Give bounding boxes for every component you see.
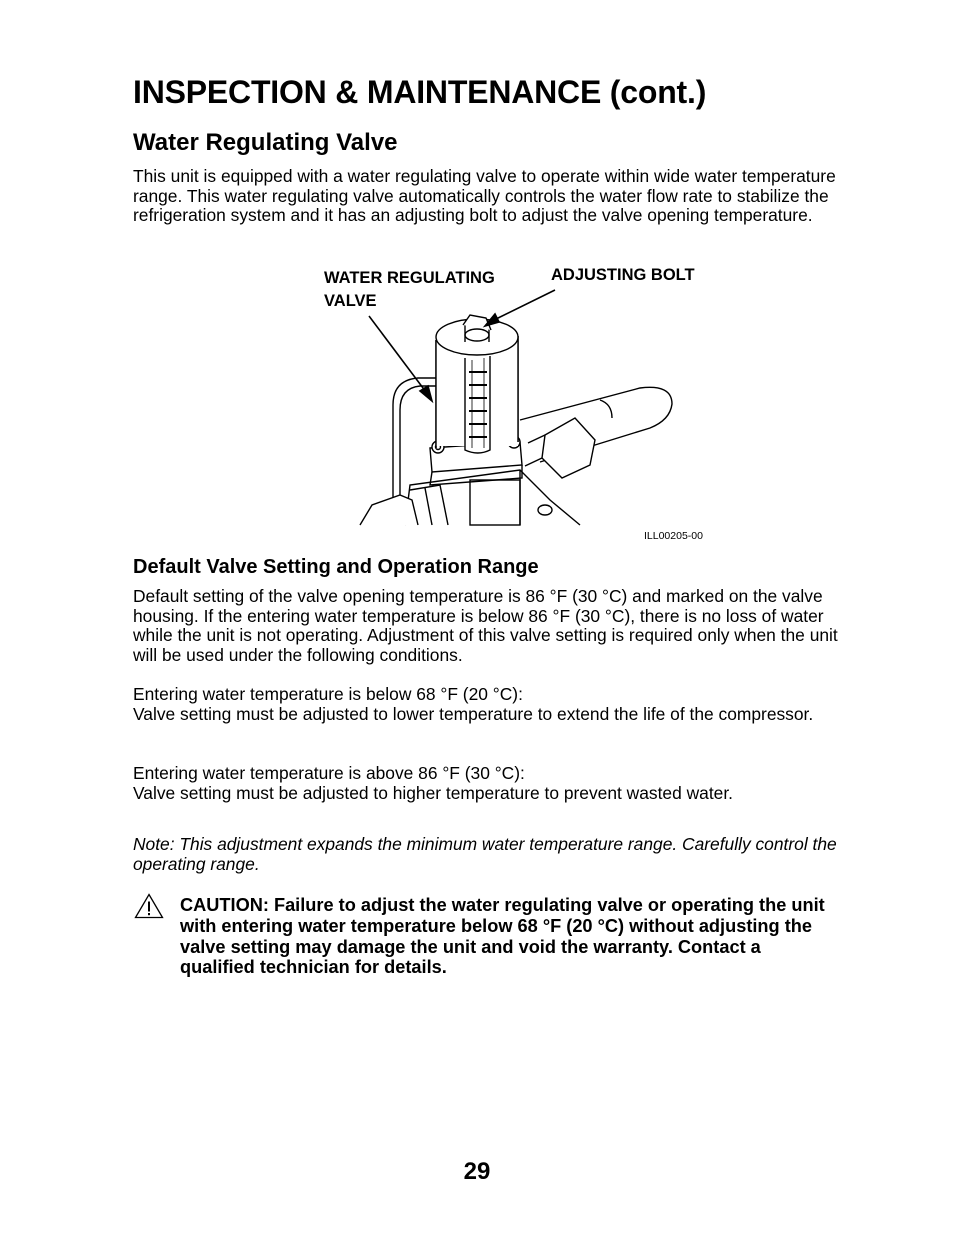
condition-above-86 <box>133 764 838 803</box>
condition-below-68 <box>133 685 838 724</box>
section-title: Water Regulating Valve <box>133 129 398 156</box>
condition-above-text: Valve setting must be adjusted to higher temperature to prevent wasted water. <box>133 782 733 803</box>
condition-below-title: Entering water temperature is below 68 °F (20 °C): <box>133 684 523 704</box>
condition-below-text: Valve setting must be adjusted to lower temperature to extend the life of the compressor. <box>133 703 814 724</box>
label-valve-line1: WATER REGULATING <box>324 269 495 287</box>
caution-text: CAUTION: Failure to adjust the water regulating valve or operating the unit with entering water temperature below 68 °F (20 °C) without adjusting the valve setting may damage the unit and void the warranty. Contact a qualified technician for details. <box>180 895 825 978</box>
illustration-code: ILL00205-00 <box>644 530 703 542</box>
label-valve-line2: VALVE <box>324 292 377 310</box>
intro-paragraph: This unit is equipped with a water regulating valve to operate within wide water temperature range. This water regulating valve automatically controls the water flow rate to stabilize the refrigeration system and it has an adjusting bolt to adjust the valve opening temperature. <box>133 166 836 226</box>
page-number: 29 <box>463 1158 491 1185</box>
label-water-regulating-valve <box>324 267 495 313</box>
page-title: INSPECTION & MAINTENANCE (cont.) <box>133 74 707 110</box>
warning-triangle-icon <box>134 893 164 919</box>
condition-above-title: Entering water temperature is above 86 °F (30 °C): <box>133 763 525 783</box>
subsection-title: Default Valve Setting and Operation Range <box>133 556 539 578</box>
label-adjusting-bolt: ADJUSTING BOLT <box>551 266 695 284</box>
default-setting-paragraph: Default setting of the valve opening temperature is 86 °F (30 °C) and marked on the valve housing. If the entering water temperature is below 86 °F (30 °C), there is no loss of water while the unit is not operating. Adjustment of this valve setting is required only when the unit will be used under the following conditions. <box>133 586 838 666</box>
note-text: Note: This adjustment expands the minimum water temperature range. Carefully control the operating range. <box>133 834 837 874</box>
